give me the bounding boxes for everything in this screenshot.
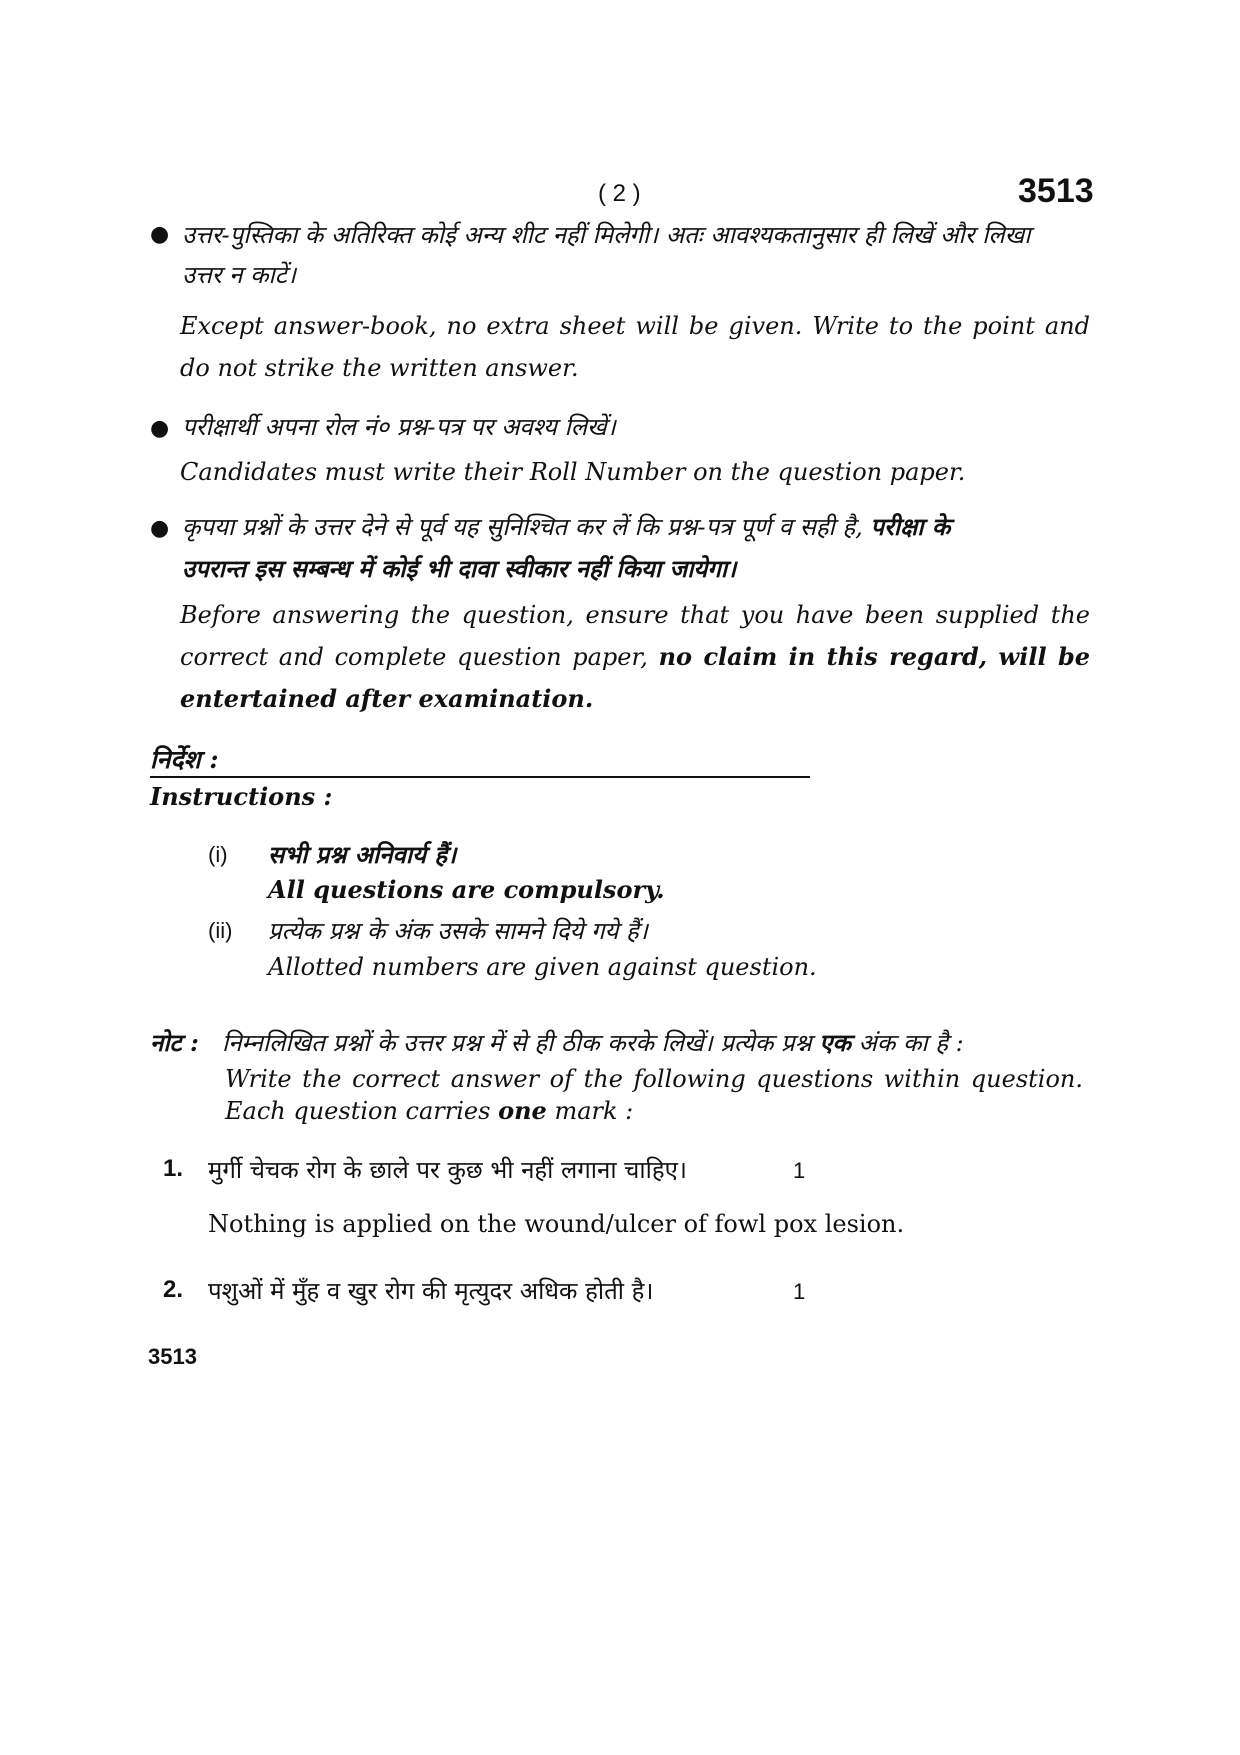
question-2-hindi: पशुओं में मुँह व खुर रोग की मृत्युदर अधिक होती है।: [208, 1277, 654, 1305]
question-1-marks: 1: [793, 1158, 806, 1183]
instruction-number: (ii): [208, 918, 233, 943]
question-1-english: Nothing is applied on the wound/ulcer of fowl pox lesion.: [208, 1210, 905, 1238]
page-number: ( 2 ): [598, 180, 641, 207]
note-hindi-part2: अंक का है :: [850, 1029, 964, 1057]
instructions-heading-hindi: निर्देश :: [150, 745, 219, 774]
note-hindi: [222, 1026, 964, 1059]
note-3-english: [180, 594, 1090, 720]
note-3-english-normal: Before answering the question, ensure that you have been supplied the correct and complete question paper,: [180, 601, 1090, 671]
paper-code: 3513: [1018, 172, 1094, 210]
bullet-icon: ●: [150, 222, 170, 247]
note-english-part1: Each question carries: [225, 1097, 499, 1125]
instruction-2-english: Allotted numbers are given against question.: [268, 953, 817, 981]
footer-paper-code: 3513: [148, 1344, 197, 1369]
instruction-1-hindi: सभी प्रश्न अनिवार्य हैं।: [268, 840, 457, 869]
question-1-hindi: मुर्गी चेचक रोग के छाले पर कुछ भी नहीं लगाना चाहिए।: [208, 1156, 687, 1184]
note-english-bold: one: [498, 1096, 547, 1125]
bullet-icon: ●: [150, 416, 170, 441]
note-3-english-bold: no claim in this regard, will be entertained after examination.: [180, 642, 1091, 713]
note-hindi-part1: निम्नलिखित प्रश्नों के उत्तर प्रश्न में से ही ठीक करके लिखें। प्रत्येक प्रश्न: [222, 1029, 820, 1057]
note-english-line1: Write the correct answer of the following questions within question.: [225, 1065, 1083, 1093]
note-2-english: Candidates must write their Roll Number on the question paper.: [180, 458, 966, 486]
note-1-hindi-line2: उत्तर न काटें।: [182, 261, 296, 289]
note-hindi-bold: एक: [819, 1028, 851, 1057]
question-2-marks: 1: [793, 1279, 806, 1304]
instruction-number: (i): [208, 842, 228, 867]
note-english-line2: [225, 1096, 633, 1125]
heading-divider: [150, 776, 810, 778]
note-label: नोट :: [150, 1028, 199, 1057]
note-3-hindi-line1: [182, 510, 1082, 543]
note-3-hindi-bold: परीक्षा के: [870, 512, 951, 541]
note-1-hindi-line1: उत्तर-पुस्तिका के अतिरिक्त कोई अन्य शीट नहीं मिलेगी। अतः आवश्यकतानुसार ही लिखें और लिखा: [182, 221, 1031, 249]
question-1-number: 1.: [163, 1155, 184, 1182]
instruction-1-english: All questions are compulsory.: [268, 875, 665, 904]
question-2-number: 2.: [163, 1276, 184, 1303]
note-3-hindi-line2: उपरान्त इस सम्बन्ध में कोई भी दावा स्वीकार नहीं किया जायेगा।: [182, 554, 737, 583]
instruction-2-hindi: प्रत्येक प्रश्न के अंक उसके सामने दिये गये हैं।: [268, 917, 648, 945]
instructions-heading-english: Instructions :: [150, 782, 333, 811]
note-1-english: Except answer-book, no extra sheet will be given. Write to the point and do not strike the written answer.: [180, 312, 1090, 382]
bullet-icon: ●: [150, 516, 170, 541]
note-english-part2: mark :: [546, 1097, 634, 1125]
note-3-hindi-normal: कृपया प्रश्नों के उत्तर देने से पूर्व यह सुनिश्चित कर लें कि प्रश्न-पत्र पूर्ण व सही है,: [182, 513, 871, 541]
note-2-hindi: परीक्षार्थी अपना रोल नं० प्रश्न-पत्र पर अवश्य लिखें।: [182, 413, 616, 441]
